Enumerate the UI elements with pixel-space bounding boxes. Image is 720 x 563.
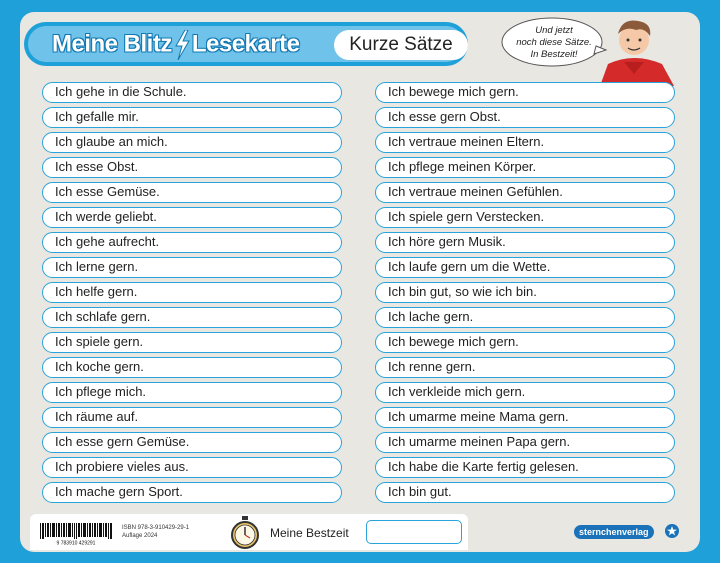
sentence-text: Ich vertraue meinen Gefühlen. bbox=[388, 184, 563, 199]
sentence-row bbox=[42, 482, 342, 503]
sentence-text: Ich bewege mich gern. bbox=[388, 334, 519, 349]
bestzeit-input-box[interactable] bbox=[366, 520, 462, 544]
sentence-text: Ich laufe gern um die Wette. bbox=[388, 259, 551, 274]
sentence-row bbox=[42, 382, 342, 403]
speech-bubble-text bbox=[504, 25, 604, 61]
header-banner-inner bbox=[28, 26, 464, 62]
sentence-text: Ich esse Obst. bbox=[55, 159, 139, 174]
sentence-text: Ich mache gern Sport. bbox=[55, 484, 183, 499]
brand-title bbox=[52, 30, 299, 60]
subtitle: Kurze Sätze bbox=[349, 34, 453, 55]
sentence-row bbox=[42, 407, 342, 428]
sentence-row bbox=[375, 382, 675, 403]
sentence-row bbox=[42, 282, 342, 303]
sentence-row bbox=[42, 457, 342, 478]
sentence-text: Ich helfe gern. bbox=[55, 284, 138, 299]
sentence-text: Ich bewege mich gern. bbox=[388, 84, 519, 99]
sentence-text: Ich lache gern. bbox=[388, 309, 474, 324]
brand-title-part2: Lesekarte bbox=[191, 30, 300, 58]
sentence-row bbox=[42, 432, 342, 453]
sentence-text: Ich gehe aufrecht. bbox=[55, 234, 160, 249]
sentence-text: Ich verkleide mich gern. bbox=[388, 384, 526, 399]
sentence-text: Ich pflege mich. bbox=[55, 384, 147, 399]
isbn-block bbox=[122, 524, 189, 540]
sentence-row bbox=[375, 232, 675, 253]
brand-title-part1: Meine Blitz bbox=[52, 30, 172, 58]
sentence-text: Ich umarme meinen Papa gern. bbox=[388, 434, 571, 449]
sentence-row bbox=[42, 82, 342, 103]
sentence-row bbox=[375, 357, 675, 378]
sentence-row bbox=[42, 107, 342, 128]
sentence-row bbox=[375, 332, 675, 353]
sentence-row bbox=[375, 457, 675, 478]
sentence-text: Ich höre gern Musik. bbox=[388, 234, 506, 249]
sentence-row bbox=[375, 132, 675, 153]
sentence-text: Ich probiere vieles aus. bbox=[55, 459, 189, 474]
sentence-text: Ich vertraue meinen Eltern. bbox=[388, 134, 545, 149]
sentence-row bbox=[375, 482, 675, 503]
right-sentence-column bbox=[375, 82, 675, 507]
sentence-row bbox=[375, 432, 675, 453]
sentence-row bbox=[375, 207, 675, 228]
sentence-row bbox=[375, 82, 675, 103]
boy-illustration-icon bbox=[594, 12, 674, 86]
sentence-text: Ich bin gut. bbox=[388, 484, 452, 499]
sentence-row bbox=[42, 157, 342, 178]
barcode-number: 9 783910 429291 bbox=[56, 540, 96, 545]
sentence-text: Ich gehe in die Schule. bbox=[55, 84, 187, 99]
sentence-row bbox=[42, 307, 342, 328]
isbn-text: ISBN 978-3-910429-29-1 bbox=[122, 525, 190, 531]
publisher-logo: sternchenverlag bbox=[574, 525, 654, 539]
footer-bar bbox=[30, 514, 468, 550]
subtitle-pill bbox=[334, 30, 468, 60]
sentence-row bbox=[42, 232, 342, 253]
sentence-row bbox=[42, 132, 342, 153]
sentence-text: Ich glaube an mich. bbox=[55, 134, 168, 149]
speech-line-1: Und jetzt bbox=[535, 25, 573, 36]
bestzeit-label: Meine Bestzeit bbox=[270, 526, 349, 540]
sentence-text: Ich werde geliebt. bbox=[55, 209, 157, 224]
sentence-text: Ich renne gern. bbox=[388, 359, 476, 374]
sentence-text: Ich spiele gern Verstecken. bbox=[388, 209, 545, 224]
stopwatch-icon bbox=[230, 516, 260, 550]
sentence-text: Ich pflege meinen Körper. bbox=[388, 159, 537, 174]
sentence-row bbox=[375, 282, 675, 303]
sentence-text: Ich umarme meine Mama gern. bbox=[388, 409, 569, 424]
sentence-text: Ich habe die Karte fertig gelesen. bbox=[388, 459, 579, 474]
sentence-text: Ich gefalle mir. bbox=[55, 109, 139, 124]
edition-text: Auflage 2024 bbox=[122, 533, 158, 539]
sentence-text: Ich räume auf. bbox=[55, 409, 139, 424]
sentence-text: Ich spiele gern. bbox=[55, 334, 144, 349]
sentence-text: Ich schlafe gern. bbox=[55, 309, 151, 324]
left-sentence-column bbox=[42, 82, 342, 507]
barcode-icon bbox=[38, 523, 114, 545]
lightning-bolt-icon bbox=[172, 30, 192, 60]
sentence-text: Ich esse Gemüse. bbox=[55, 184, 160, 199]
sentence-row bbox=[42, 182, 342, 203]
sentence-row bbox=[42, 257, 342, 278]
sentence-text: Ich koche gern. bbox=[55, 359, 144, 374]
sentence-row bbox=[375, 307, 675, 328]
sentence-text: Ich esse gern Gemüse. bbox=[55, 434, 190, 449]
sentence-row bbox=[375, 257, 675, 278]
speech-line-3: In Bestzeit! bbox=[530, 49, 578, 60]
sentence-row bbox=[375, 182, 675, 203]
sentence-row bbox=[42, 207, 342, 228]
sentence-row bbox=[375, 407, 675, 428]
sentence-text: Ich esse gern Obst. bbox=[388, 109, 501, 124]
sentence-row bbox=[375, 157, 675, 178]
sentence-row bbox=[42, 332, 342, 353]
reading-card bbox=[20, 12, 700, 552]
sentence-text: Ich bin gut, so wie ich bin. bbox=[388, 284, 537, 299]
speech-line-2: noch diese Sätze. bbox=[516, 37, 592, 48]
sentence-text: Ich lerne gern. bbox=[55, 259, 139, 274]
sentence-row bbox=[375, 107, 675, 128]
sentence-row bbox=[42, 357, 342, 378]
header-banner bbox=[24, 22, 468, 66]
star-icon bbox=[665, 524, 679, 538]
